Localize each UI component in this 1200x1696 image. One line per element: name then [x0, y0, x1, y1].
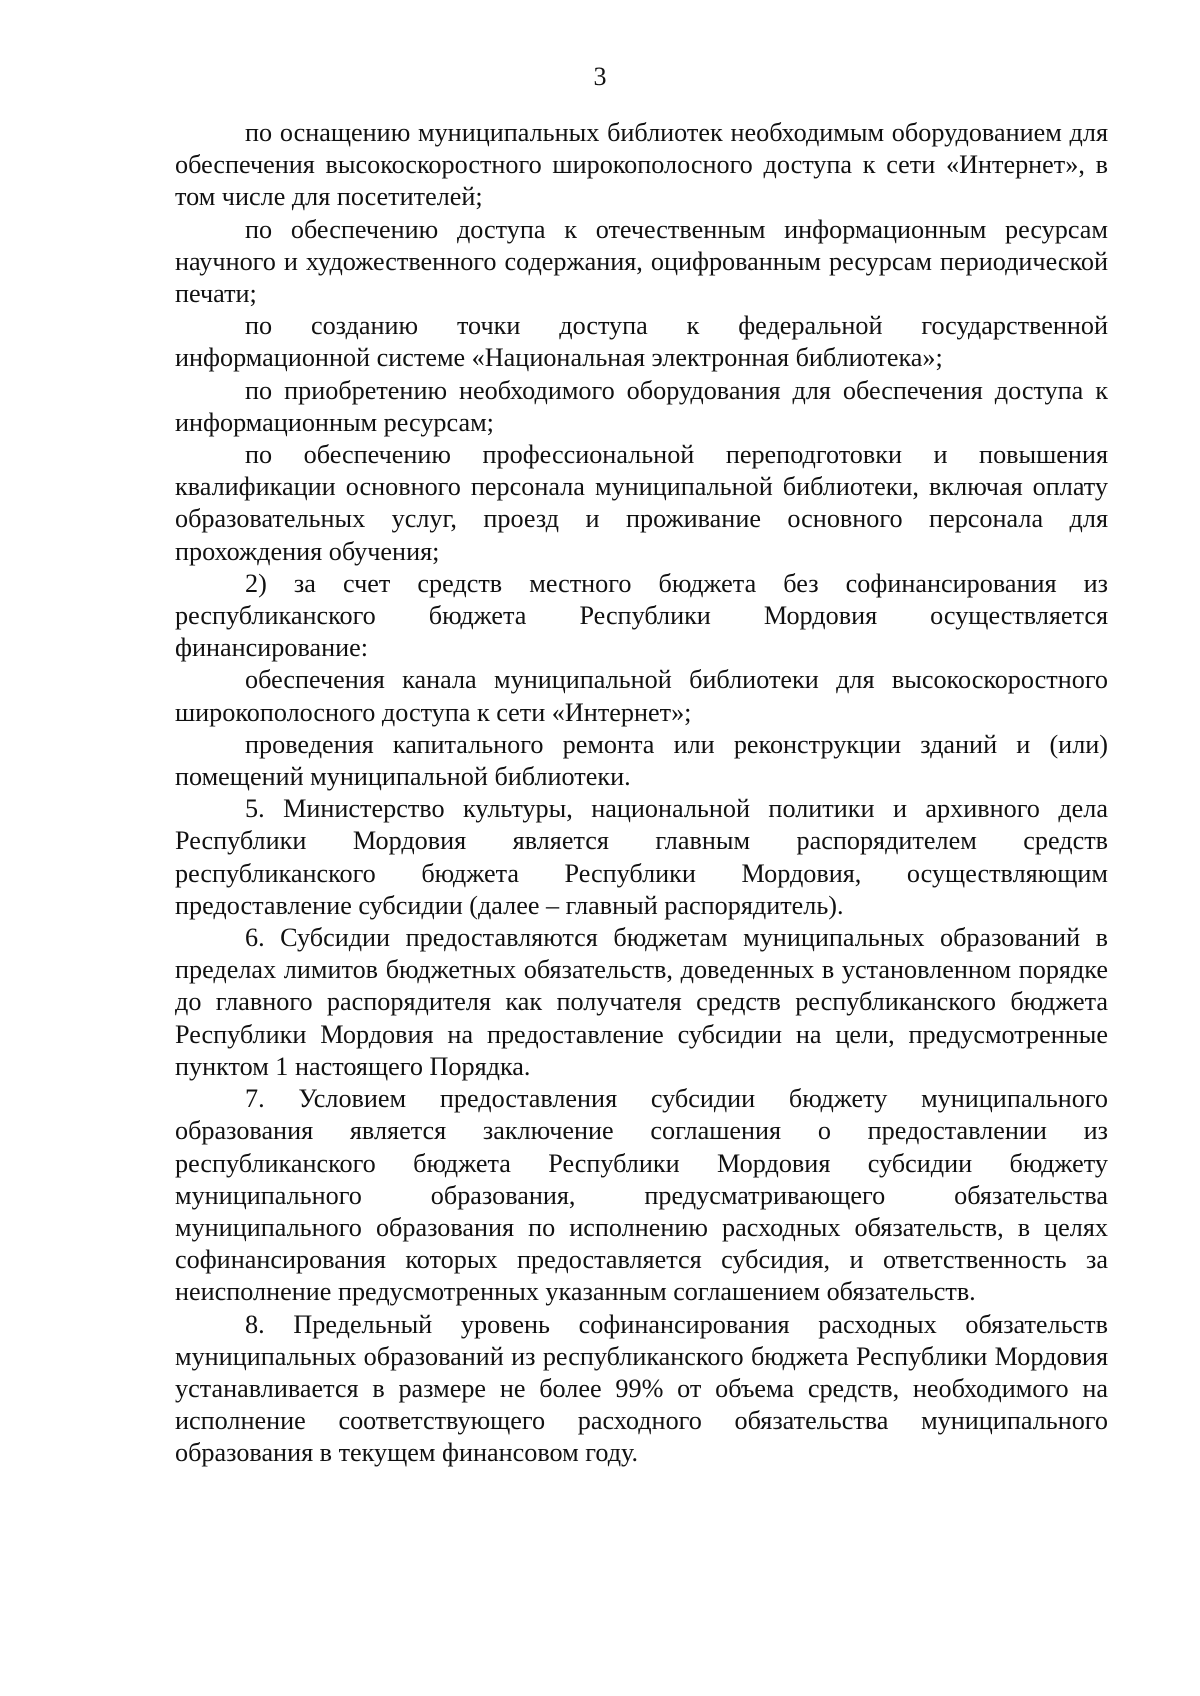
paragraph-item-5: 5. Министерство культуры, национальной политики и архивного дела Республики Мордовия является главным распорядителем средств республиканского бюджета Республики Мордовия, осуществляющим предоставление субсидии (далее – главный распорядитель).: [175, 794, 1108, 920]
paragraph-item-6: 6. Субсидии предоставляются бюджетам муниципальных образований в пределах лимитов бюджетных обязательств, доведенных в установленном порядке до главного распорядителя как получателя средств республиканского бюджета Республики Мордовия на предоставление субсидии на цели, предусмотренные пунктом 1 настоящего Порядка.: [175, 923, 1108, 1081]
paragraph-item-7: 7. Условием предоставления субсидии бюджету муниципального образования является заключение соглашения о предоставлении из республиканского бюджета Республики Мордовия субсидии бюджету муниципального образования, предусматривающего обязательства муниципального образования по исполнению расходных обязательств, в целях софинансирования которых предоставляется субсидия, и ответственность за неисполнение предусмотренных указанным соглашением обязательств.: [175, 1084, 1108, 1307]
paragraph-internet-channel: обеспечения канала муниципальной библиотеки для высокоскоростного широкополосного доступа к сети «Интернет»;: [175, 665, 1108, 727]
paragraph-capital-repair: проведения капитального ремонта или реконструкции зданий и (или) помещений муниципальной библиотеки.: [175, 729, 1108, 792]
page-number: 3: [593, 62, 607, 91]
paragraph-equipment-purchase: по приобретению необходимого оборудования для обеспечения доступа к информационным ресурсам;: [175, 375, 1108, 437]
paragraph-local-budget-financing: 2) за счет средств местного бюджета без софинансирования из республиканского бюджета Республики Мордовия осуществляется финансирование:: [175, 568, 1108, 663]
paragraph-item-8: 8. Предельный уровень софинансирования расходных обязательств муниципальных образований из республиканского бюджета Республики Мордовия устанавливается в размере не более 99% от объема средств, необходимого на исполнение соответствующего расходного обязательства муниципального образования в текущем финансовом году.: [175, 1309, 1108, 1468]
paragraph-information-resources: по обеспечению доступа к отечественным информационным ресурсам научного и художественного содержания, оцифрованным ресурсам периодической печати;: [175, 214, 1108, 309]
document-body: [175, 117, 1108, 1470]
paragraph-equipment-internet: по оснащению муниципальных библиотек необходимым оборудованием для обеспечения высокоскоростного широкополосного доступа к сети «Интернет», в том числе для посетителей;: [175, 118, 1108, 212]
paragraph-national-library-access: по созданию точки доступа к федеральной государственной информационной системе «Национальная электронная библиотека»;: [175, 311, 1108, 373]
paragraph-staff-training: по обеспечению профессиональной переподготовки и повышения квалификации основного персонала муниципальной библиотеки, включая оплату образовательных услуг, проезд и проживание основного персонала для прохождения обучения;: [175, 440, 1108, 566]
